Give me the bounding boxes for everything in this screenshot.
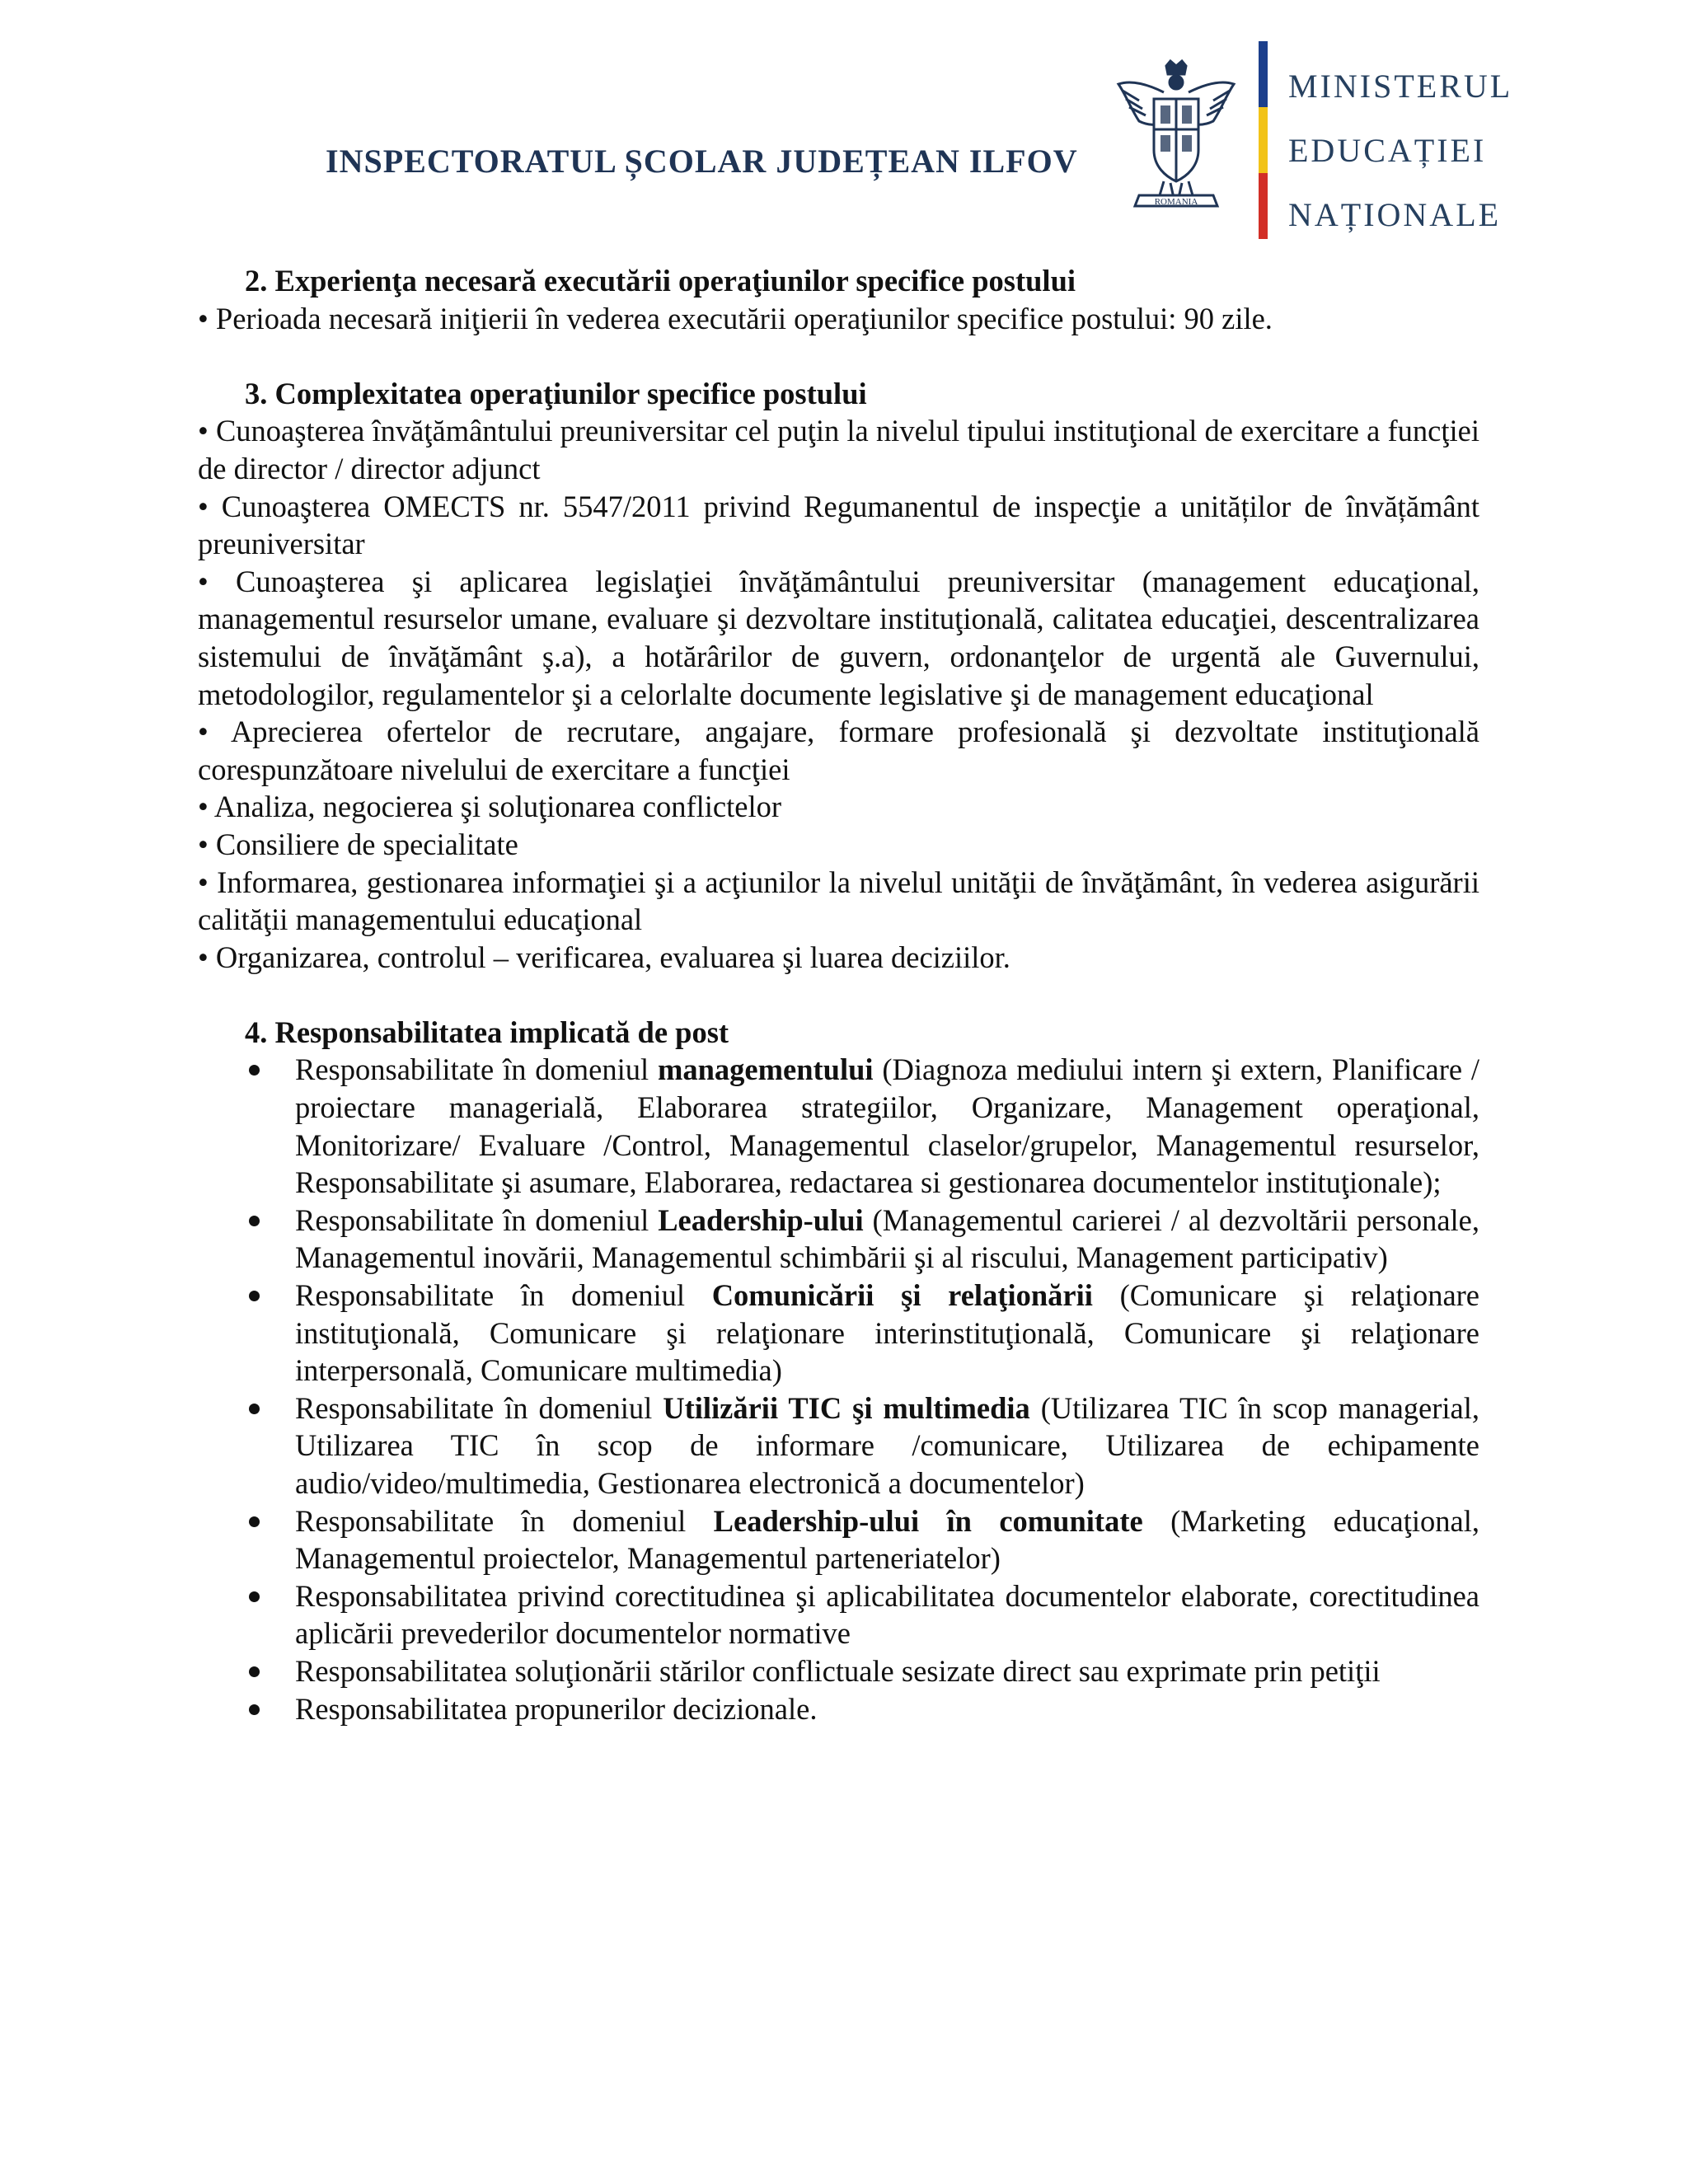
responsibility-list: [198, 1051, 1479, 1727]
spacer: [198, 976, 1479, 1014]
section-3-item: • Analiza, negocierea şi soluţionarea conflictelor: [198, 790, 782, 824]
section-3-item: • Cunoaşterea şi aplicarea legislaţiei învăţământului preuniversitar (management educaţional, managementul resurselor umane, evaluare şi dezvoltare instituţională, calitatea educaţiei, descentralizarea sistemului de învăţământ ş.a), a hotărârilor de guvern, ordonanţelor de urgentă ale Guvernului, metodologilor, regulamentelor şi a celorlalte documente legislative şi de management educaţional: [198, 564, 1479, 711]
section-3-item: • Cunoaşterea învăţământului preuniversitar cel puţin la nivelul tipului instituţional de exercitare a funcţiei de director / director adjunct: [198, 414, 1479, 485]
crest-banner-text: ROMANIA: [1154, 197, 1198, 207]
tricolor-bar: [1259, 41, 1268, 239]
ministry-line-3: NAȚIONALE: [1288, 196, 1502, 233]
section-3-item: • Cunoaşterea OMECTS nr. 5547/2011 privind Regumanentul de inspecţie a unităților de învățământ preuniversitar: [198, 489, 1479, 561]
ministry-line-2: EDUCAȚIEI: [1288, 132, 1487, 169]
section-4-heading: 4. Responsabilitatea implicată de post: [245, 1015, 729, 1049]
institution-title: INSPECTORATUL ȘCOLAR JUDEȚEAN ILFOV: [326, 143, 1078, 180]
section-3-item: • Organizarea, controlul – verificarea, evaluarea şi luarea deciziilor.: [198, 940, 1010, 974]
responsibility-item: Responsabilitate în domeniul Utilizării TIC şi multimedia (Utilizarea TIC în scop managerial, Utilizarea TIC în scop de informare /comunicare, Utilizarea de echipamente audio/video/multimedia, Gestionarea electronică a documentelor): [198, 1390, 1479, 1502]
bullet-icon: [249, 1404, 260, 1414]
ministry-line-1: MINISTERUL: [1288, 68, 1513, 105]
responsibility-item: Responsabilitate în domeniul Comunicării şi relaţionării (Comunicare şi relaţionare instituţională, Comunicare şi relaţionare interinstituţională, Comunicare şi relaţionare interpersonală, Comunicare multimedia): [198, 1277, 1479, 1390]
section-2-item: • Perioada necesară iniţierii în vederea executării operaţiunilor specifice postului: 90 zile.: [198, 301, 1273, 335]
section-3-heading: 3. Complexitatea operaţiunilor specifice postului: [245, 376, 867, 410]
section-2-heading: 2. Experienţa necesară executării operaţiunilor specifice postului: [245, 264, 1076, 298]
romania-coat-of-arms-icon: [1114, 59, 1238, 213]
bullet-icon: [249, 1216, 260, 1226]
document-body: [198, 262, 1479, 1727]
responsibility-item: Responsabilitatea soluţionării stărilor conflictuale sesizate direct sau exprimate prin petiţii: [198, 1652, 1479, 1690]
responsibility-item: Responsabilitate în domeniul Leadership-ului (Managementul carierei / al dezvoltării personale, Managementul inovării, Managementul schimbării şi al riscului, Management participativ): [198, 1202, 1479, 1277]
bullet-icon: [249, 1291, 260, 1301]
bullet-icon: [249, 1516, 260, 1527]
bullet-icon: [249, 1704, 260, 1715]
section-3-item: • Consiliere de specialitate: [198, 827, 518, 861]
responsibility-item: Responsabilitate în domeniul Leadership-ului în comunitate (Marketing educaţional, Managementul proiectelor, Managementul parteneriatelor): [198, 1502, 1479, 1577]
responsibility-item: Responsabilitatea privind corectitudinea şi aplicabilitatea documentelor elaborate, corectitudinea aplicării prevederilor documentelor normative: [198, 1577, 1479, 1652]
section-3-item: • Informarea, gestionarea informaţiei şi a acţiunilor la nivelul unităţii de învăţământ, în vederea asigurării calităţii managementului educaţional: [198, 865, 1479, 937]
spacer: [198, 337, 1479, 375]
responsibility-item: Responsabilitatea propunerilor decizionale.: [198, 1690, 1479, 1728]
ministry-logo-text: [1288, 54, 1512, 247]
bullet-icon: [249, 1666, 260, 1677]
responsibility-item: Responsabilitate în domeniul managementului (Diagnoza mediului intern şi extern, Planificare / proiectare managerială, Elaborarea strategiilor, Organizare, Management operaţional, Monitorizare/ Evaluare /Control, Managementul claselor/grupelor, Managementul resurselor, Responsabilitate şi asumare, Elaborarea, redactarea si gestionarea documentelor instituţionale);: [198, 1051, 1479, 1201]
bullet-icon: [249, 1591, 260, 1602]
section-3-item: • Aprecierea ofertelor de recrutare, angajare, formare profesională şi dezvoltate instituţională corespunzătoare nivelului de exercitare a funcţiei: [198, 715, 1479, 786]
bullet-icon: [249, 1065, 260, 1076]
